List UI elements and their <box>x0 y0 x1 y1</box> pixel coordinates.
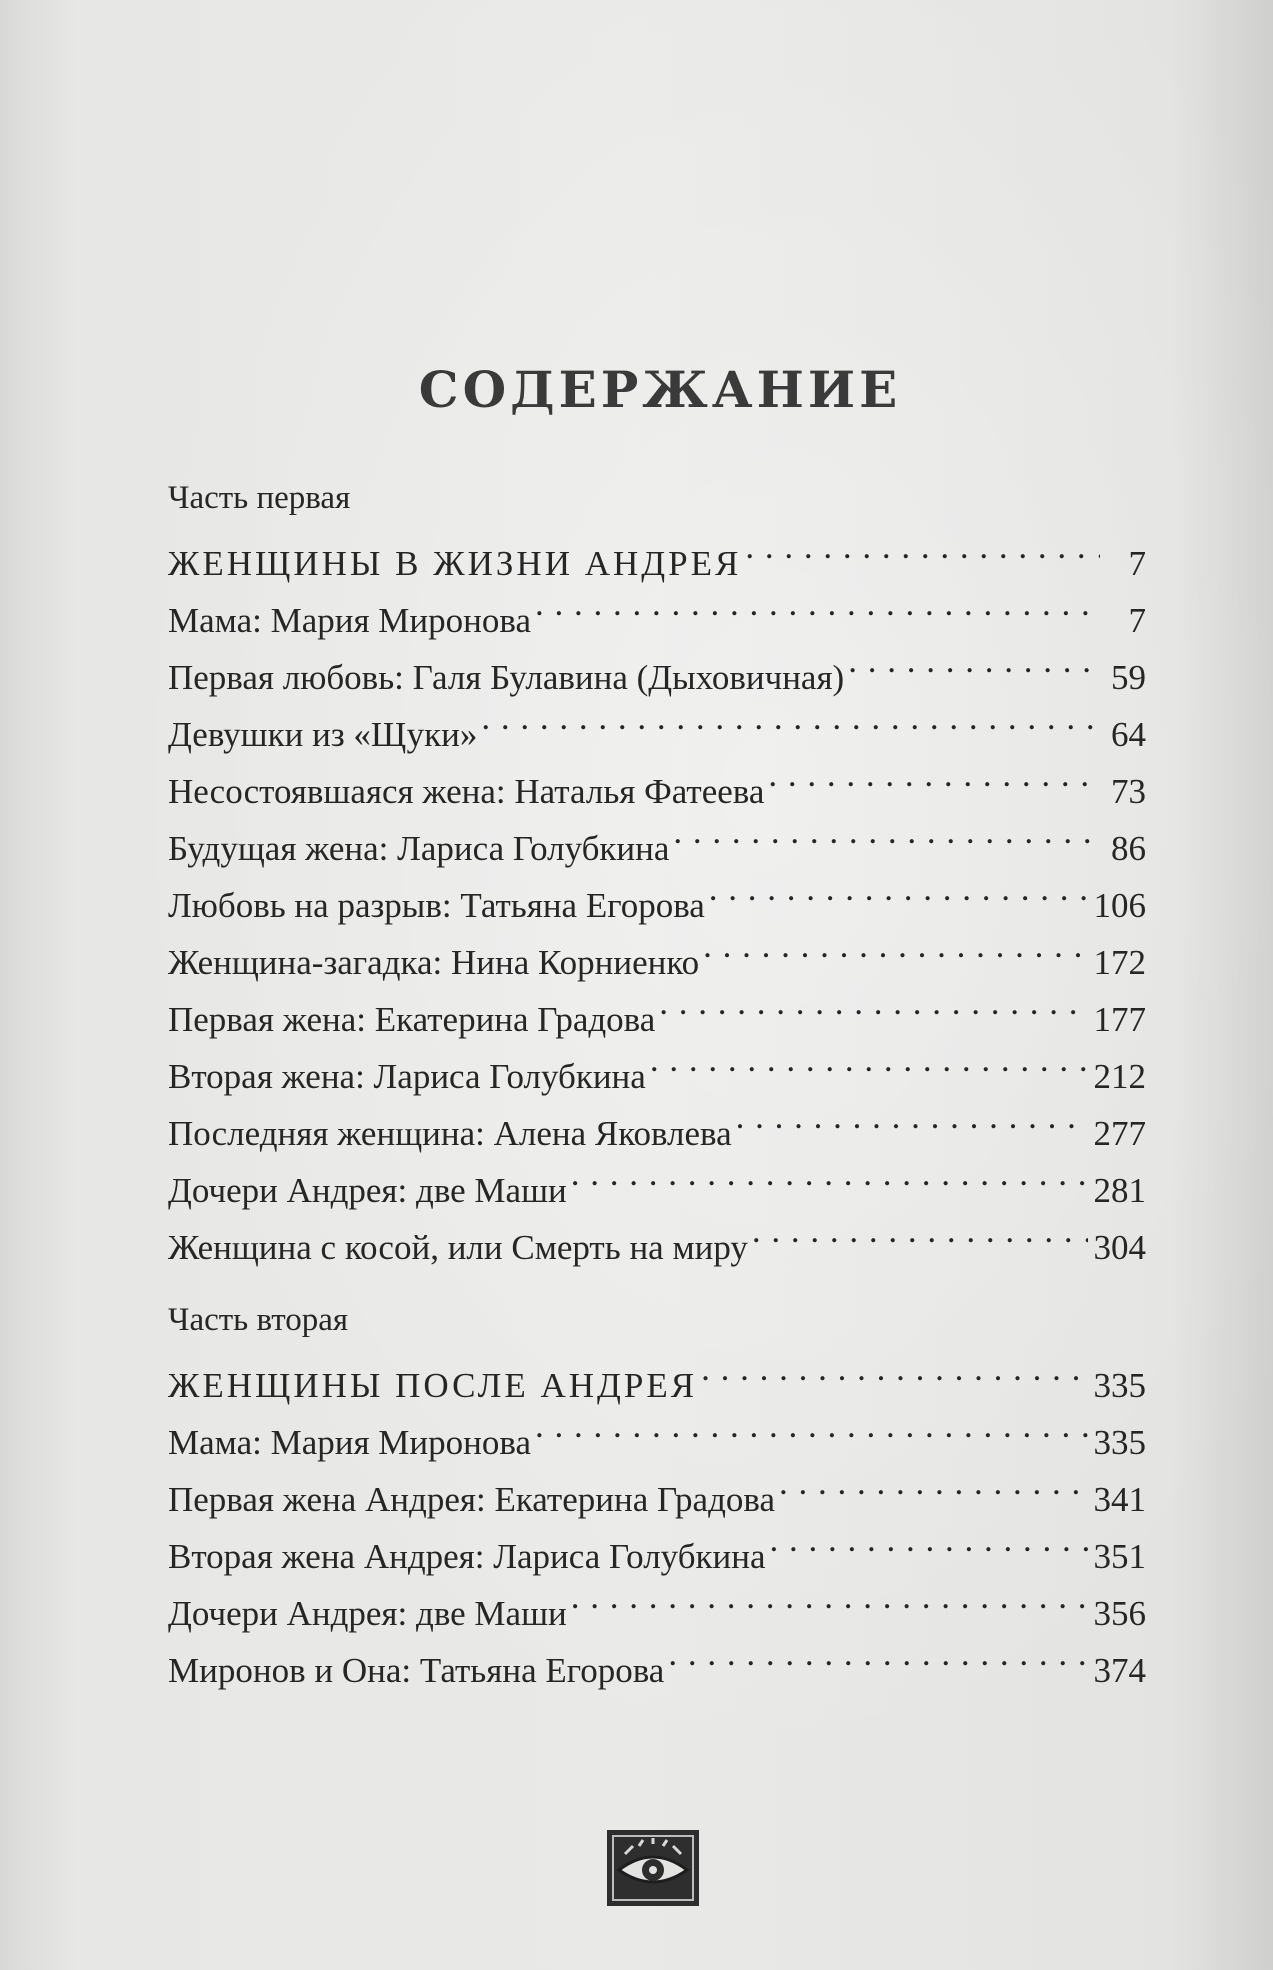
toc-entry-title: Последняя женщина: Алена Яковлева <box>168 1114 732 1153</box>
dot-leader <box>659 974 1087 1031</box>
dot-leader <box>668 1625 1087 1682</box>
toc-page-number: 86 <box>1111 829 1146 868</box>
dot-leader <box>745 518 1100 575</box>
toc-page-number: 212 <box>1093 1057 1146 1096</box>
toc-entry-title: Мама: Мария Миронова <box>168 1423 531 1462</box>
page-title: СОДЕРЖАНИЕ <box>418 360 902 419</box>
toc-entry-title: Дочери Андрея: две Маши <box>168 1594 567 1633</box>
toc-page-number: 106 <box>1093 886 1146 925</box>
toc-part-heading[interactable] <box>168 1340 1146 1405</box>
toc-page-number: 172 <box>1093 943 1146 982</box>
toc-entry-title: Будущая жена: Лариса Голубкина <box>168 829 670 868</box>
toc-page-number: 341 <box>1093 1480 1146 1519</box>
toc-entry-title: Мама: Мария Миронова <box>168 601 531 640</box>
toc-part-heading[interactable] <box>168 518 1146 583</box>
toc-part-2 <box>168 1300 1146 1690</box>
toc-entry-title: Несостоявшаяся жена: Наталья Фатеева <box>168 772 765 811</box>
dot-leader <box>571 1145 1088 1202</box>
toc-page-number: 73 <box>1111 772 1146 811</box>
toc-page-number: 374 <box>1093 1651 1146 1690</box>
toc-page-number: 7 <box>1128 601 1146 640</box>
dot-leader <box>709 860 1088 917</box>
toc-entry-title: Первая жена Андрея: Екатерина Градова <box>168 1480 775 1519</box>
dot-leader <box>481 689 1100 746</box>
toc-heading-title: ЖЕНЩИНЫ В ЖИЗНИ АНДРЕЯ <box>168 544 742 583</box>
dot-leader <box>779 1454 1088 1511</box>
dot-leader <box>535 1397 1088 1454</box>
toc-entry-title: Первая любовь: Галя Булавина (Дыховичная) <box>168 658 845 697</box>
toc-entry-title: Вторая жена: Лариса Голубкина <box>168 1057 646 1096</box>
toc-page-number: 335 <box>1093 1423 1146 1462</box>
toc-entry-title: Дочери Андрея: две Маши <box>168 1171 567 1210</box>
toc-entry-title: Любовь на разрыв: Татьяна Егорова <box>168 886 705 925</box>
dot-leader <box>752 1202 1088 1259</box>
toc-page-number: 277 <box>1093 1114 1146 1153</box>
toc-page-number: 7 <box>1128 544 1146 583</box>
toc-entry-title: Миронов и Она: Татьяна Егорова <box>168 1651 665 1690</box>
dot-leader <box>703 917 1087 974</box>
toc-part-1 <box>168 478 1146 1267</box>
toc-page-number: 59 <box>1111 658 1146 697</box>
eye-icon <box>603 1826 703 1910</box>
toc-page-number: 351 <box>1093 1537 1146 1576</box>
toc-entry-title: Вторая жена Андрея: Лариса Голубкина <box>168 1537 766 1576</box>
part-label: Часть первая <box>168 480 351 516</box>
toc-page-number: 335 <box>1093 1366 1146 1405</box>
toc-entry-title: Девушки из «Щуки» <box>168 715 478 754</box>
dot-leader <box>650 1031 1088 1088</box>
part-label: Часть вторая <box>168 1302 349 1338</box>
toc-page-number: 304 <box>1093 1228 1146 1267</box>
dot-leader <box>571 1568 1088 1625</box>
toc-page-number: 356 <box>1093 1594 1146 1633</box>
toc-page-number: 177 <box>1093 1000 1146 1039</box>
toc-page-number: 281 <box>1093 1171 1146 1210</box>
dot-leader <box>535 575 1100 632</box>
toc-entry-title: Первая жена: Екатерина Градова <box>168 1000 656 1039</box>
toc-entry-title: Женщина-загадка: Нина Корниенко <box>168 943 700 982</box>
dot-leader <box>848 632 1100 689</box>
dot-leader <box>673 803 1100 860</box>
toc-heading-title: ЖЕНЩИНЫ ПОСЛЕ АНДРЕЯ <box>168 1366 698 1405</box>
dot-leader <box>770 1511 1088 1568</box>
toc-entry-title: Женщина с косой, или Смерть на миру <box>168 1228 748 1267</box>
dot-leader <box>736 1088 1088 1145</box>
toc-page-number: 64 <box>1111 715 1146 754</box>
dot-leader <box>768 746 1100 803</box>
dot-leader <box>701 1340 1087 1397</box>
